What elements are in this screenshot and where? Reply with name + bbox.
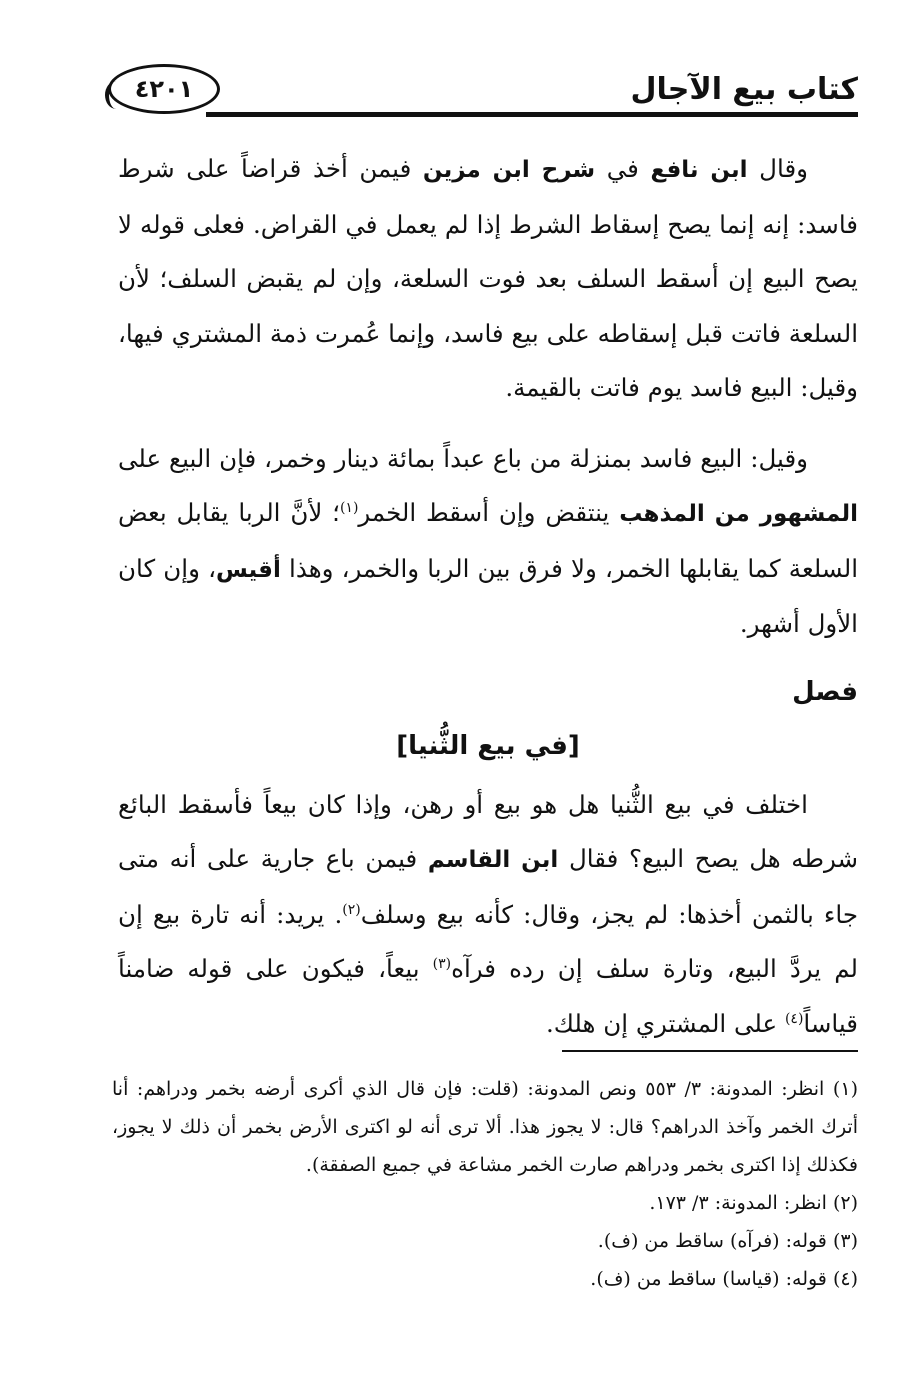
text-run: اختلف في بيع الثُّنيا هل هو بيع أو رهن، وإذا كان بيعاً فأسقط البائع شرطه هل يصح البيع؟ فقال bbox=[118, 789, 858, 873]
text-run: فيمن باع جارية على أنه متى جاء بالثمن أخذها: لم يجز، وقال: كأنه بيع وسلف bbox=[118, 844, 858, 929]
footnote-marker-1[interactable]: (١) bbox=[339, 499, 359, 516]
footnote-text: قوله: (فرآه) ساقط من (ف). bbox=[597, 1230, 827, 1252]
text-run: على المشتري إن هلك. bbox=[546, 1008, 785, 1038]
footnote-marker-4[interactable]: (٤) bbox=[784, 1010, 804, 1027]
text-run: ؛ لأنَّ الربا يقابل بعض السلعة كما يقابلها الخمر، ولا فرق بين الربا والخمر، وهذا bbox=[118, 498, 858, 583]
footnote-marker-3[interactable]: (٣) bbox=[432, 955, 452, 972]
text-run: في bbox=[595, 154, 651, 183]
footnote-text: انظر: المدونة: ٣/ ١٧٣. bbox=[649, 1192, 827, 1214]
section-heading: فصل bbox=[792, 676, 858, 707]
footnotes bbox=[112, 1070, 858, 1298]
footnote-separator bbox=[562, 1050, 858, 1052]
page-number-badge bbox=[108, 64, 220, 114]
text-run: وقال bbox=[747, 154, 808, 183]
paragraph-2 bbox=[118, 432, 858, 652]
madhhab-reference: المشهور من المذهب bbox=[619, 501, 858, 527]
text-run: ينتقض وإن أسقط الخمر bbox=[358, 498, 620, 527]
book-title: كتاب بيع الآجال bbox=[630, 72, 858, 107]
text-run: ، وإن كان الأول أشهر. bbox=[118, 553, 858, 638]
footnote-1 bbox=[112, 1070, 858, 1184]
emphasis-aqyas: أقيس bbox=[216, 556, 281, 583]
text-run: . يريد: أنه تارة بيع إن لم يردَّ البيع، وتارة سلف إن رده فرآه bbox=[118, 899, 859, 983]
footnote-number: (١) bbox=[832, 1078, 858, 1100]
paragraph-1 bbox=[118, 142, 858, 416]
paragraph-3 bbox=[118, 778, 858, 1052]
footnote-text: انظر: المدونة: ٣/ ٥٥٣ ونص المدونة: (قلت: فإن قال الذي أكرى أرضه بخمر ودراهم: أنا أترك الخمر وآخذ الدراهم؟ قال: لا يجوز هذا. ألا ترى أنه لو اكترى الأرض بخمر أن ذلك لا يجوز، فكذلك إذا اكترى بخمر ودراهم صارت الخمر مشاعة في جميع الصفقة). bbox=[112, 1078, 858, 1176]
page-number: ٤٢٠١ bbox=[134, 75, 194, 103]
text-run: وقيل: البيع فاسد بمنزلة من باع عبداً بمائة دينار وخمر، فإن البيع على bbox=[118, 443, 808, 473]
footnote-number: (٢) bbox=[832, 1192, 858, 1214]
footnote-2 bbox=[112, 1184, 858, 1222]
footnote-4 bbox=[112, 1260, 858, 1298]
text-run: بيعاً، فيكون على قوله ضامناً قياساً bbox=[118, 954, 858, 1038]
section-subheading: [في بيع الثُّنيا] bbox=[396, 730, 580, 761]
name-ibn-nafi: ابن نافع bbox=[650, 157, 748, 183]
book-reference: شرح ابن مزين bbox=[422, 157, 596, 183]
footnote-marker-2[interactable]: (٢) bbox=[342, 901, 361, 918]
name-ibn-al-qasim: ابن القاسم bbox=[427, 847, 559, 873]
text-run: فيمن أخذ قراضاً على شرط فاسد: إنه إنما يصح إسقاط الشرط إذا لم يعمل في القراض. فعلى قوله لا يصح البيع إن أسقط السلف بعد فوت السلعة، وإن لم يقبض السلف؛ لأن السلعة فاتت قبل إسقاطه على بيع فاسد، وإنما عُمرت ذمة المشتري فيها، وقيل: البيع فاسد يوم فاتت بالقيمة. bbox=[118, 154, 859, 402]
header-rule bbox=[206, 112, 858, 117]
footnote-3 bbox=[112, 1222, 858, 1260]
running-header bbox=[108, 62, 858, 126]
footnote-number: (٤) bbox=[832, 1268, 858, 1290]
footnote-number: (٣) bbox=[832, 1230, 858, 1252]
footnote-text: قوله: (قياسا) ساقط من (ف). bbox=[590, 1268, 827, 1290]
main-text bbox=[118, 142, 858, 1051]
